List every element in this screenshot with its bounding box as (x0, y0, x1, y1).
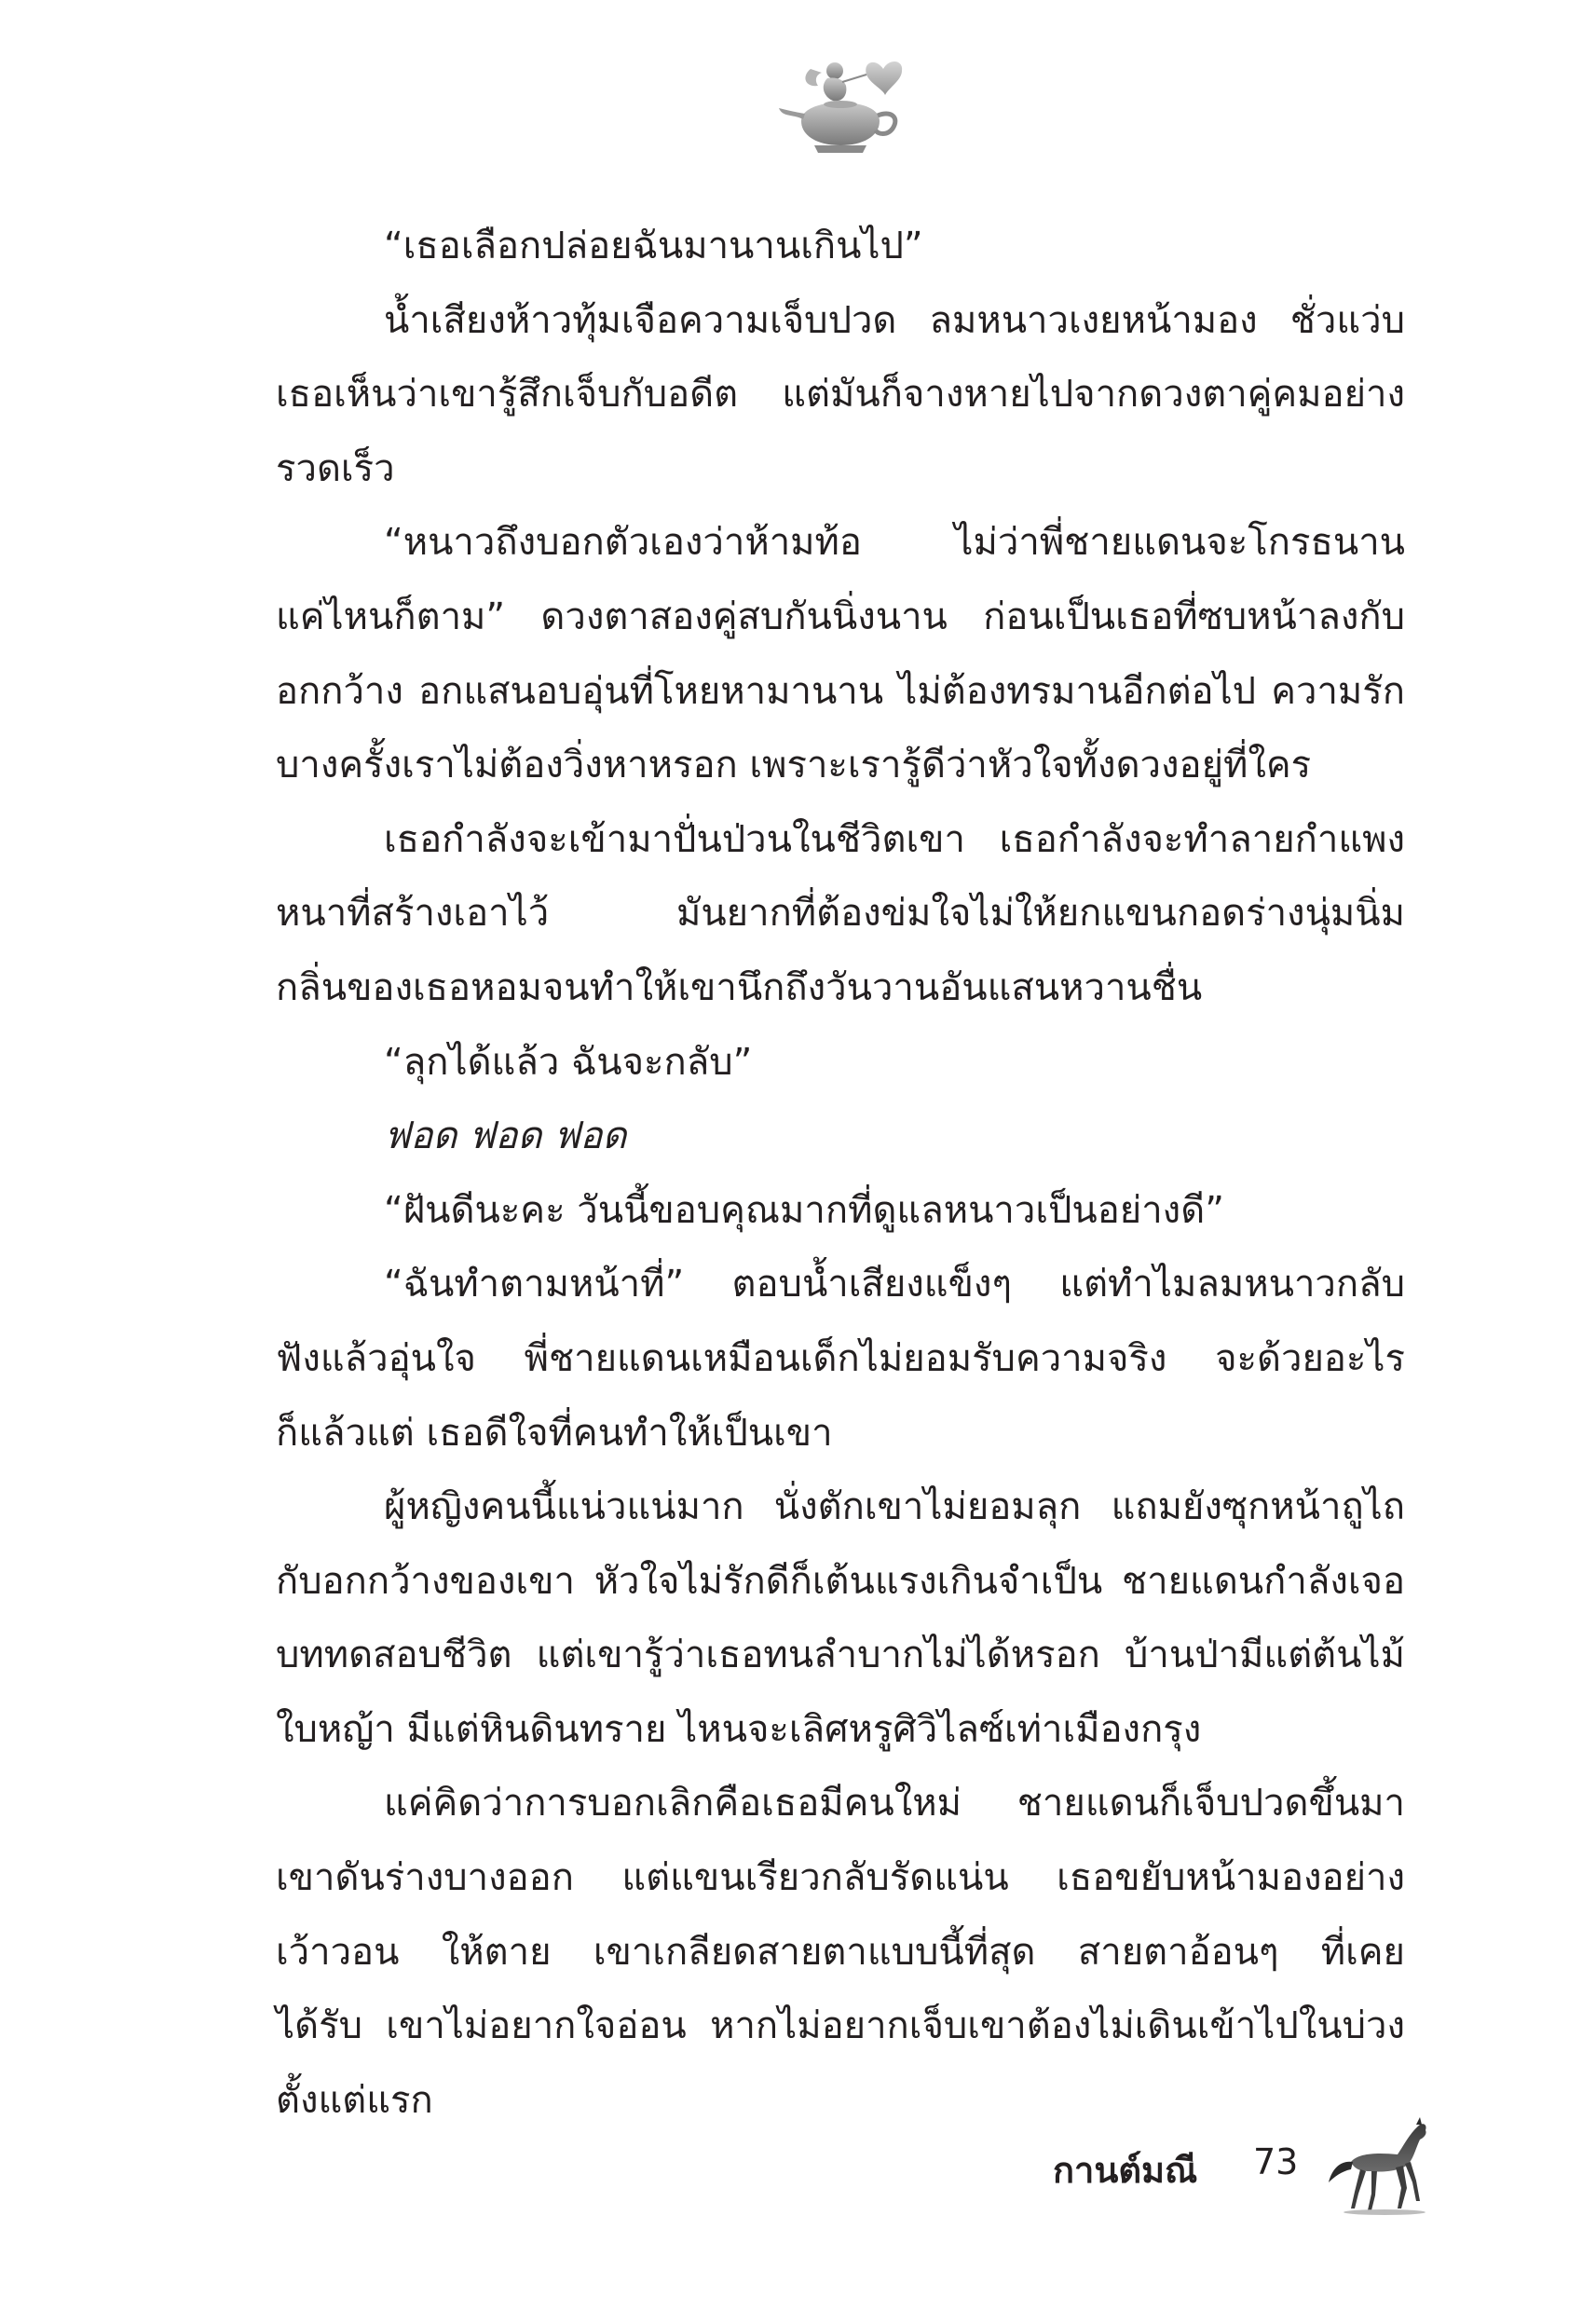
text-line: ฟังแล้วอุ่นใจ พี่ชายแดนเหมือนเด็กไม่ยอมรับความจริง จะด้วยอะไร (276, 1336, 1405, 1380)
text-line: ตั้งแต่แรก (276, 2078, 433, 2122)
page-footer (1053, 2115, 1444, 2218)
text-line: “เธอเลือกปล่อยฉันมานานเกินไป” (384, 225, 923, 267)
horse-icon (1323, 2115, 1435, 2218)
text-line: ฟอด ฟอด ฟอด (384, 1114, 627, 1158)
text-line: “ลุกได้แล้ว ฉันจะกลับ” (384, 1040, 753, 1084)
text-line: เว้าวอน ให้ตาย เขาเกลียดสายตาแบบนี้ที่สุด สายตาอ้อนๆ ที่เคย (276, 1930, 1405, 1974)
text-line: ได้รับ เขาไม่อยากใจอ่อน หากไม่อยากเจ็บเขาต้องไม่เดินเข้าไปในบ่วง (276, 2004, 1405, 2048)
teapot-with-cupid-icon (773, 48, 913, 160)
text-line: “หนาวถึงบอกตัวเองว่าห้ามท้อ ไม่ว่าพี่ชายแดนจะโกรธนาน (384, 521, 1405, 565)
text-line: บททดสอบชีวิต แต่เขารู้ว่าเธอทนลำบากไม่ได้หรอก บ้านป่ามีแต่ต้นไม้ (276, 1634, 1405, 1677)
story-text (276, 210, 1405, 2138)
page-number: 73 (1253, 2141, 1299, 2182)
text-line: หนาที่สร้างเอาไว้ มันยากที่ต้องข่มใจไม่ให้ยกแขนกอดร่างนุ่มนิ่ม (276, 892, 1405, 936)
text-line: กลิ่นของเธอหอมจนทำให้เขานึกถึงวันวานอันแสนหวานชื่น (276, 965, 1203, 1009)
text-line: แค่ไหนก็ตาม” ดวงตาสองคู่สบกันนิ่งนาน ก่อนเป็นเธอที่ซบหน้าลงกับ (276, 595, 1405, 638)
text-line: เธอเห็นว่าเขารู้สึกเจ็บกับอดีต แต่มันก็จางหายไปจากดวงตาคู่คมอย่าง (276, 373, 1405, 417)
text-line: น้ำเสียงห้าวทุ้มเจือความเจ็บปวด ลมหนาวเงยหน้ามอง ชั่วแว่บ (384, 298, 1405, 342)
text-line: ใบหญ้า มีแต่หินดินทราย ไหนจะเลิศหรูศิวิไลซ์เท่าเมืองกรุง (276, 1707, 1202, 1751)
text-line: เธอกำลังจะเข้ามาปั่นป่วนในชีวิตเขา เธอกำลังจะทำลายกำแพง (384, 817, 1405, 861)
text-line: “ฉันทำตามหน้าที่” ตอบน้ำเสียงแข็งๆ แต่ทำไมลมหนาวกลับ (384, 1263, 1405, 1306)
text-line: อกกว้าง อกแสนอบอุ่นที่โหยหามานาน ไม่ต้องทรมานอีกต่อไป ความรัก (276, 669, 1405, 713)
text-line: แค่คิดว่าการบอกเลิกคือเธอมีคนใหม่ ชายแดนก็เจ็บปวดขึ้นมา (384, 1782, 1405, 1826)
text-line: “ฝันดีนะคะ วันนี้ขอบคุณมากที่ดูแลหนาวเป็นอย่างดี” (384, 1188, 1224, 1232)
text-line: บางครั้งเราไม่ต้องวิ่งหาหรอก เพราะเรารู้ดีว่าหัวใจทั้งดวงอยู่ที่ใคร (276, 744, 1312, 787)
text-line: เขาดันร่างบางออก แต่แขนเรียวกลับรัดแน่น เธอขยับหน้ามองอย่าง (276, 1856, 1405, 1900)
text-line: ก็แล้วแต่ เธอดีใจที่คนทำให้เป็นเขา (276, 1411, 833, 1455)
book-title: กานต์มณี (1053, 2150, 1198, 2191)
text-line: ผู้หญิงคนนี้แน่วแน่มาก นั่งตักเขาไม่ยอมลุก แถมยังซุกหน้าถูไถ (384, 1485, 1405, 1529)
text-line: รวดเร็ว (276, 446, 395, 490)
text-line: กับอกกว้างของเขา หัวใจไม่รักดีก็เต้นแรงเกินจำเป็น ชายแดนกำลังเจอ (276, 1559, 1405, 1603)
